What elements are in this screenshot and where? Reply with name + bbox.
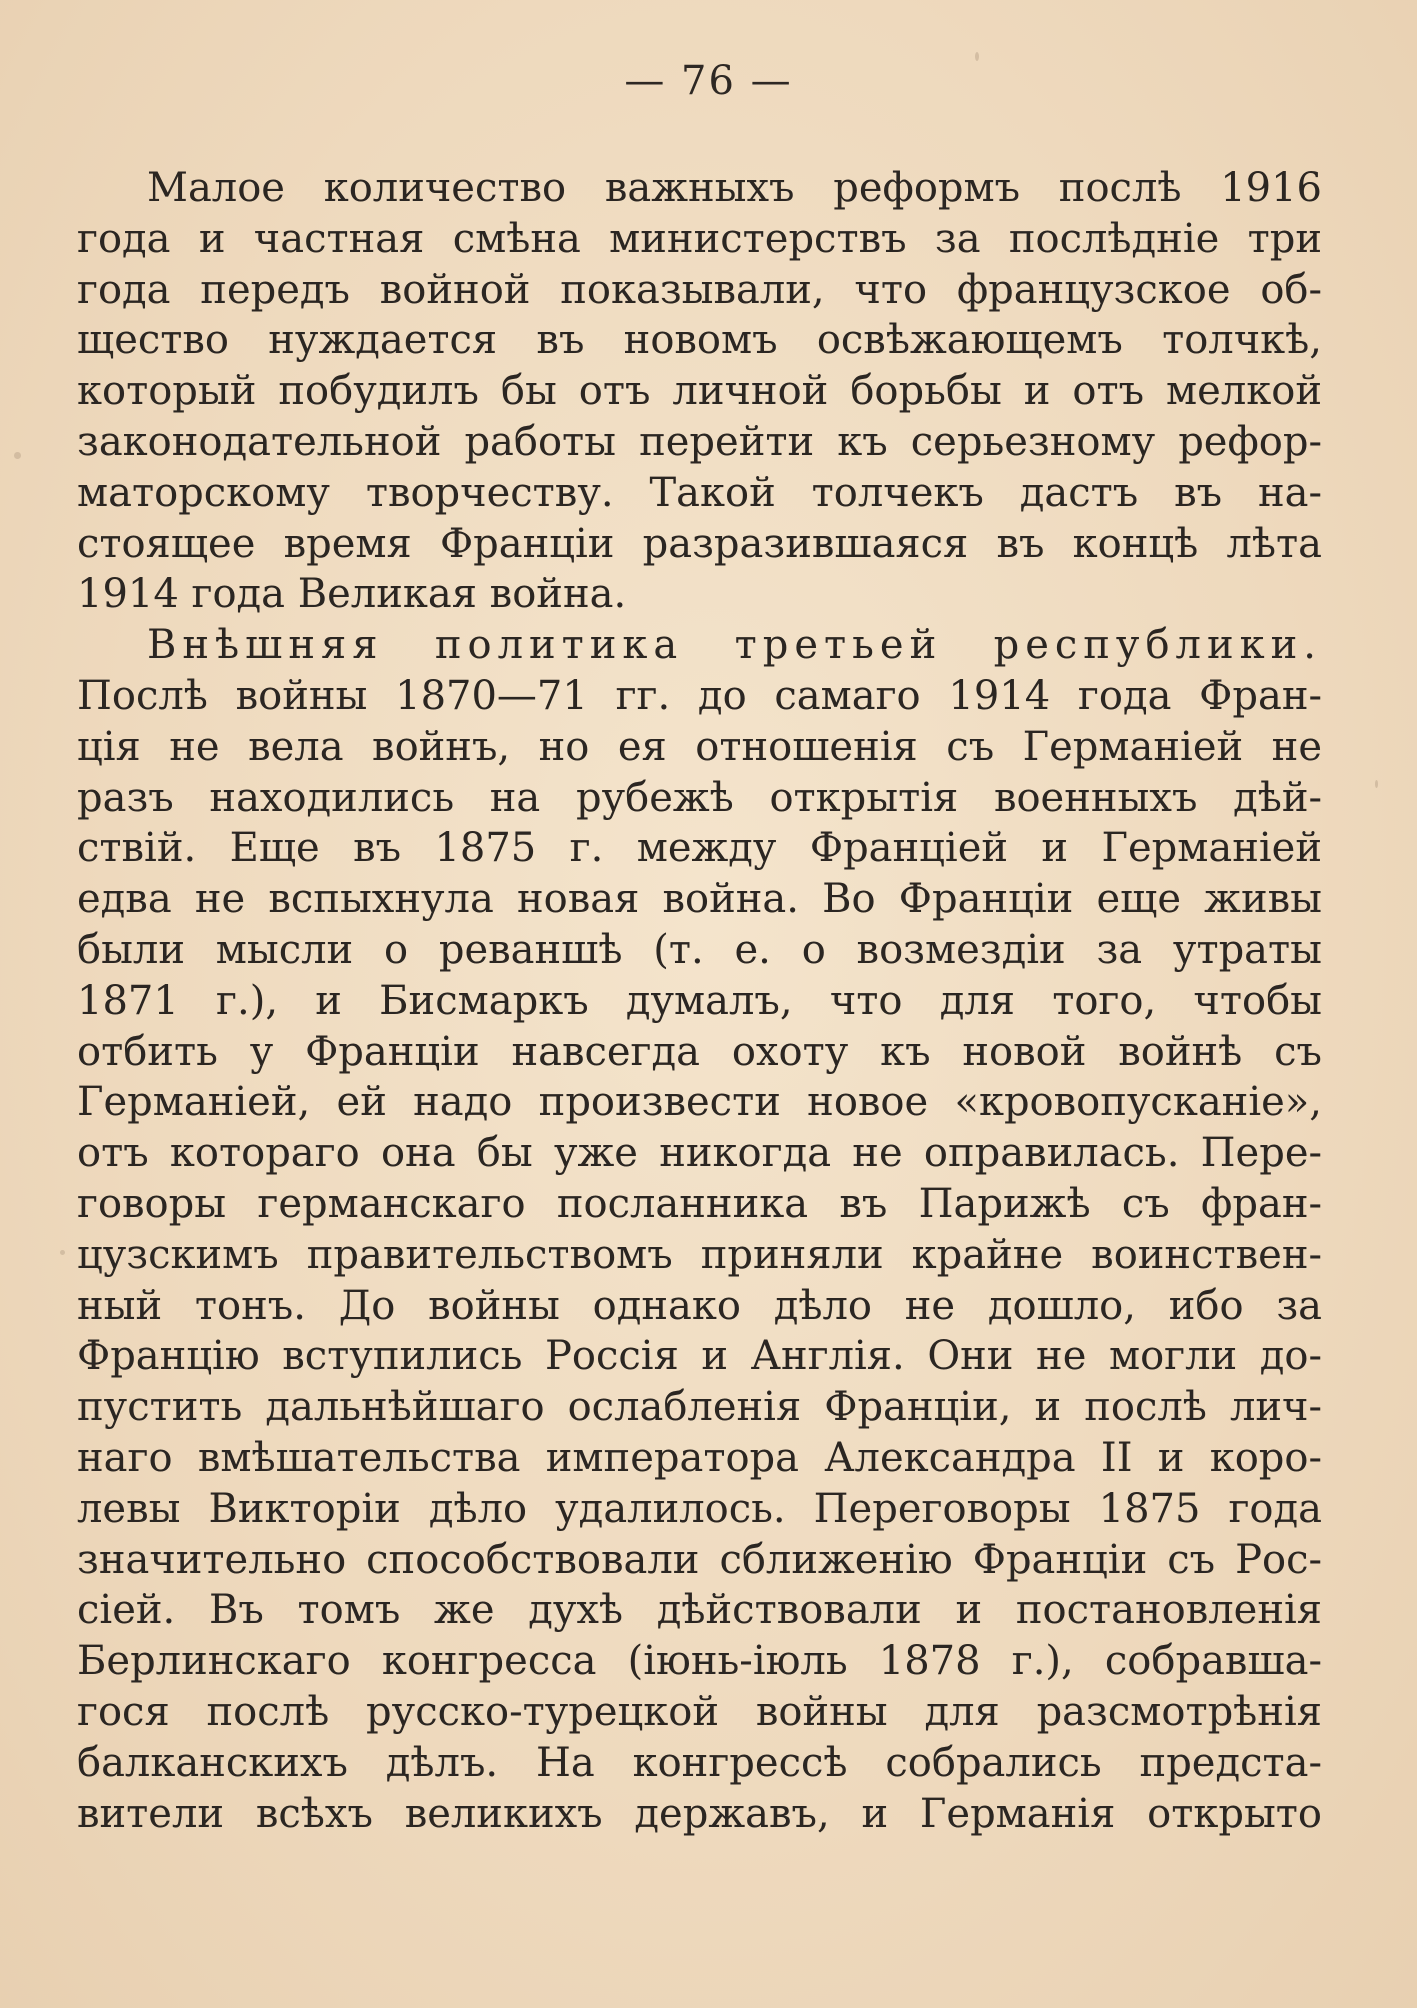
text-line: значительно способствовали сближенію Франціи съ Рос- (77, 1536, 1322, 1583)
text-line: Францію вступились Россія и Англія. Они не могли до- (77, 1333, 1322, 1380)
text-line: Германіей, ей надо произвести новое «кровопусканіе», (77, 1079, 1322, 1126)
text-line: Малое количество важныхъ реформъ послѣ 1916 (147, 165, 1322, 211)
text-line: 1871 г.), и Бисмаркъ думалъ, что для того, чтобы (77, 977, 1322, 1024)
text-line: балканскихъ дѣлъ. На конгрессѣ собрались предста- (77, 1739, 1322, 1786)
text-line: были мысли о реваншѣ (т. е. о возмездіи за утраты (77, 926, 1322, 973)
section-heading: Внѣшняя политика третьей республики. (147, 622, 1322, 669)
text-line: цузскимъ правительствомъ приняли крайне воинствен- (77, 1231, 1322, 1278)
text-line: щество нуждается въ новомъ освѣжающемъ толчкѣ, (77, 317, 1322, 364)
text-line: ція не вела войнъ, но ея отношенія съ Германіей не (77, 723, 1322, 770)
text-line: ствій. Еще въ 1875 г. между Франціей и Германіей (77, 825, 1322, 872)
text-line: Послѣ войны 1870—71 гг. до самаго 1914 года Фран- (77, 672, 1322, 719)
text-line: Берлинскаго конгресса (іюнь-іюль 1878 г.), собравша- (77, 1638, 1322, 1685)
text-line: говоры германскаго посланника въ Парижѣ съ фран- (77, 1180, 1322, 1227)
text-line: года передъ войной показывали, что французское об- (77, 266, 1322, 313)
text-line: вители всѣхъ великихъ державъ, и Германія открыто (77, 1790, 1322, 1837)
text-line: сіей. Въ томъ же духѣ дѣйствовали и постановленія (77, 1587, 1322, 1634)
text-line: стоящее время Франціи разразившаяся въ концѣ лѣта (77, 520, 1322, 567)
text-line: разъ находились на рубежѣ открытія военныхъ дѣй- (77, 774, 1322, 821)
text-line: года и частная смѣна министерствъ за послѣдніе три (77, 215, 1322, 262)
body-text (77, 163, 1322, 1839)
text-line: 1914 года Великая война. (77, 571, 627, 618)
text-line: наго вмѣшательства императора Александра II и коро- (77, 1434, 1322, 1481)
paper-speck (60, 1250, 65, 1255)
text-line: законодательной работы перейти къ серьезному рефор- (77, 418, 1322, 465)
text-line: маторскому творчеству. Такой толчекъ дастъ въ на- (77, 469, 1322, 516)
text-line: отъ котораго она бы уже никогда не оправилась. Пере- (77, 1130, 1322, 1177)
text-line: ный тонъ. До войны однако дѣло не дошло, ибо за (77, 1282, 1322, 1329)
text-line: гося послѣ русско-турецкой войны для разсмотрѣнія (77, 1688, 1322, 1735)
text-line: отбить у Франціи навсегда охоту къ новой войнѣ съ (77, 1028, 1322, 1075)
text-line: едва не вспыхнула новая война. Во Франціи еще живы (77, 876, 1322, 923)
page-number: — 76 — (624, 58, 793, 104)
text-line: левы Викторіи дѣло удалилось. Переговоры 1875 года (77, 1485, 1322, 1532)
paper-speck (14, 452, 21, 459)
paper-speck (1375, 780, 1378, 788)
text-line: который побудилъ бы отъ личной борьбы и отъ мелкой (77, 368, 1322, 415)
text-line: пустить дальнѣйшаго ослабленія Франціи, и послѣ лич- (77, 1384, 1322, 1431)
